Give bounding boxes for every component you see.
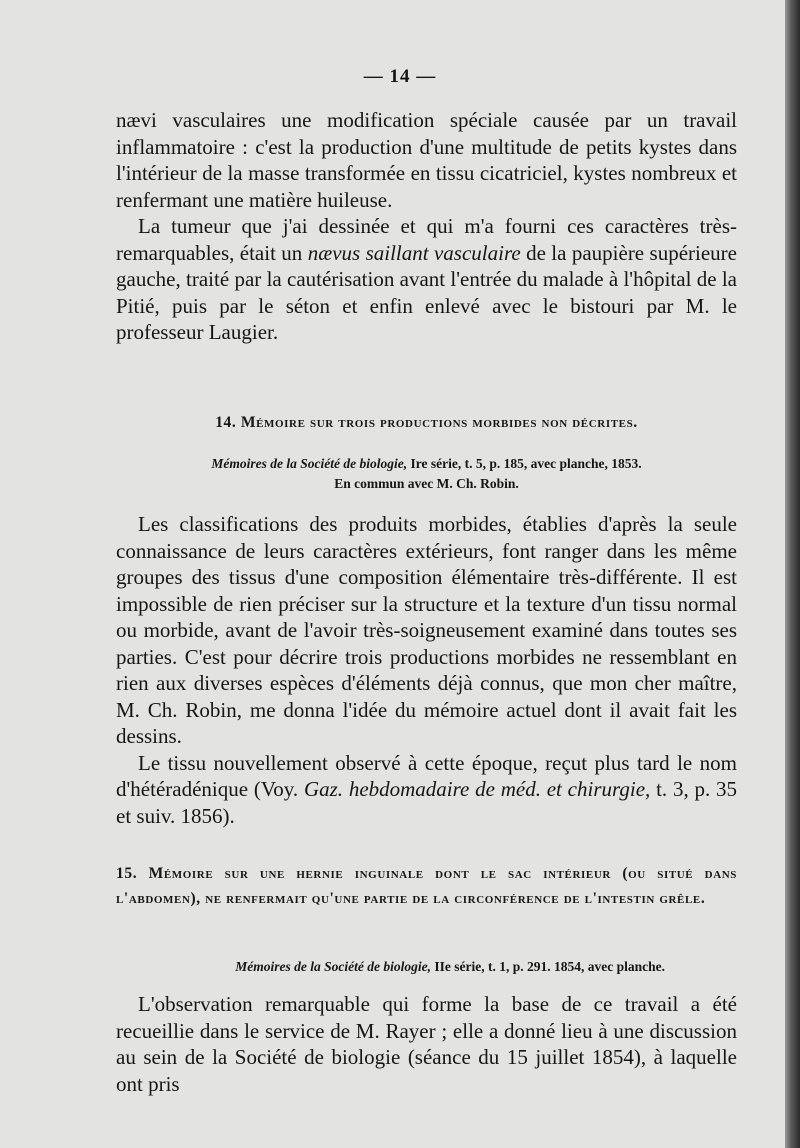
tumor-text-end: de la paupière supérieure gauche, traité par la cautérisation avant l'entrée du malade à l'hôpital de la Pitié, puis par le séton et enfin enlevé avec le bistouri par M. le professeur Laugier. bbox=[116, 240, 737, 344]
intro-block bbox=[116, 107, 737, 346]
section-15-body bbox=[116, 991, 737, 1097]
section-15-ref-details: IIe série, t. 1, p. 291. 1854, avec planche. bbox=[431, 959, 665, 974]
section-14-reference bbox=[116, 454, 737, 494]
section-15-paragraph-1: L'observation remarquable qui forme la base de ce travail a été recueillie dans le service de M. Rayer ; elle a donné lieu à une discussion au sein de la Société de biologie (séance du 15 juillet 1854), à laquelle ont pris bbox=[116, 992, 737, 1096]
tumor-italic-term: nævus saillant vasculaire bbox=[307, 240, 521, 265]
section-14-number: 14. bbox=[215, 414, 237, 431]
intro-paragraph: nævi vasculaires une modification spéciale causée par un travail inflammatoire : c'est la production d'une multitude de petits kystes dans l'intérieur de la masse transformée en tissu cicatriciel, kystes nombreux et renfermant une matière huileuse. bbox=[116, 108, 737, 212]
section-15-ref-journal: Mémoires de la Société de biologie, bbox=[235, 959, 432, 974]
section-14-paragraph-2 bbox=[116, 750, 737, 830]
section-15-title: Mémoire sur une hernie inguinale dont le sac intérieur (ou situé dans l'abdomen), ne renfermait qu'une partie de la circonférence de l'intestin grêle. bbox=[116, 865, 737, 907]
section-14-ref-details: Ire série, t. 5, p. 185, avec planche, 1853. bbox=[407, 456, 642, 471]
section-14-ref-journal: Mémoires de la Société de biologie, bbox=[211, 456, 408, 471]
section-14-title: Mémoire sur trois productions morbides non décrites. bbox=[240, 414, 638, 431]
section-14-p2-italic: Gaz. hebdomadaire de méd. et chirurgie, bbox=[303, 777, 651, 801]
section-15-number: 15. bbox=[116, 865, 138, 882]
section-15-heading bbox=[116, 861, 737, 911]
page-number: — 14 — bbox=[363, 66, 437, 87]
section-14-p2-end: t. 3, p. 35 et suiv. 1856). bbox=[116, 777, 738, 828]
section-15-reference bbox=[116, 957, 665, 977]
section-14-p2-start: Le tissu nouvellement observé à cette époque, reçut plus tard le nom d'hétéradénique (Voy. bbox=[116, 750, 737, 801]
section-14-reference-line1 bbox=[116, 454, 737, 474]
tumor-paragraph bbox=[116, 213, 737, 346]
page-edge-shadow bbox=[785, 0, 800, 1148]
tumor-text-start: La tumeur que j'ai dessinée et qui m'a fourni ces caractères très-remarquables, était un bbox=[116, 214, 737, 265]
section-14-paragraph-1: Les classifications des produits morbides, établies d'après la seule connaissance de leurs caractères extérieurs, font ranger dans les même groupes des tissus d'une composition élémentaire très-différente. Il est impossible de rien préciser sur la structure et la texture d'un tissu normal ou morbide, avant de l'avoir très-soigneusement examiné dans toutes ses parties. C'est pour décrire trois productions morbides ne ressemblant en rien aux diverses espèces d'éléments déjà connus, que mon cher maître, M. Ch. Robin, me donna l'idée du mémoire actuel dont il avait fait les dessins. bbox=[116, 512, 737, 748]
section-14-reference-line2: En commun avec M. Ch. Robin. bbox=[334, 476, 519, 491]
section-14-heading bbox=[116, 414, 737, 432]
section-14-body bbox=[116, 511, 737, 829]
